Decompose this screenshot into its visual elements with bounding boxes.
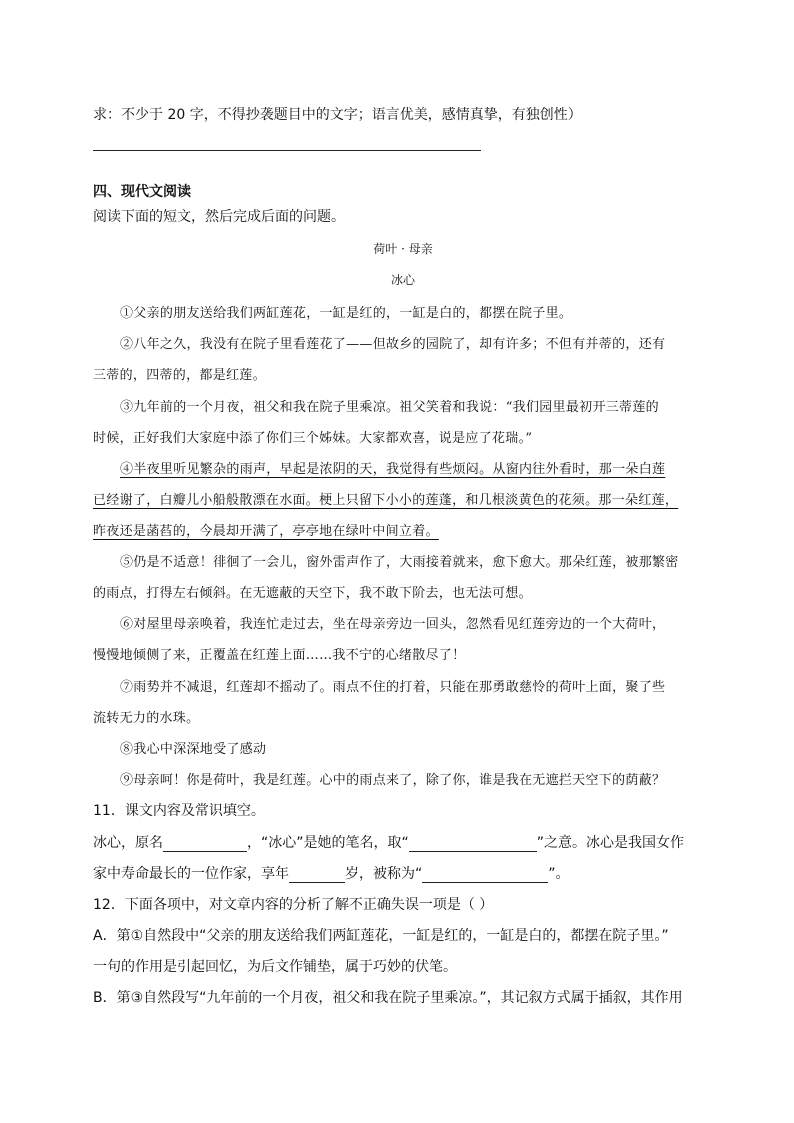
article-author: 冰心 <box>390 273 415 287</box>
article-line: 流转无力的水珠。 <box>93 711 200 726</box>
q12-option-a: A．第①自然段中“父亲的朋友送给我们两缸莲花，一缸是红的，一缸是白的，都摆在院子里。” <box>93 928 669 944</box>
answer-rule <box>93 150 481 151</box>
age-blank[interactable] <box>289 868 345 883</box>
q11-text: 岁，被称为“ <box>345 866 423 882</box>
q11-line1 <box>93 832 684 852</box>
article-line: ①父亲的朋友送给我们两缸莲花，一缸是红的，一缸是白的，都摆在院子里。 <box>120 306 573 321</box>
article-line: ⑥对屋里母亲唤着，我连忙走过去，坐在母亲旁边一回头，忽然看见红莲旁边的一个大荷叶， <box>120 617 666 632</box>
q11-text: ”之意。冰心是我国女作 <box>536 835 685 851</box>
q12-option-b: B．第③自然段写“九年前的一个月夜，祖父和我在院子里乘凉。”，其记叙方式属于插叙，其作用 <box>93 990 683 1006</box>
article-title: 荷叶 · 母亲 <box>373 242 433 256</box>
article-line: 的雨点，打得左右倾斜。在无遮蔽的天空下，我不敢下阶去，也无法可想。 <box>93 586 532 601</box>
article-line-underlined: 昨夜还是菡萏的，今晨却开满了，亭亭地在绿叶中间立着。 <box>93 524 439 539</box>
article-line: ⑨母亲呵！你是荷叶，我是红莲。心中的雨点来了，除了你，谁是我在无遮拦天空下的荫蔽？ <box>120 773 666 788</box>
pen-name-meaning-blank[interactable] <box>409 837 537 852</box>
article-line: 三蒂的，四蒂的，都是红莲。 <box>93 368 266 383</box>
article-line-underlined: 已经谢了，白瓣儿小船般散漂在水面。梗上只留下小小的莲蓬，和几根淡黄色的花须。那一朵红莲， <box>93 493 679 508</box>
article-line: ③九年前的一个月夜，祖父和我在院子里乘凉。祖父笑着和我说：“我们园里最初开三蒂莲的 <box>120 400 659 415</box>
article-line: ⑧我心中深深地受了感动 <box>120 742 267 757</box>
article-line-underlined: ④半夜里听见繁杂的雨声，早起是浓阴的天，我觉得有些烦闷。从窗内往外看时，那一朵白莲 <box>120 462 666 477</box>
q11-text: ，“冰心”是她的笔名，取“ <box>247 835 409 851</box>
q11-text: 冰心，原名 <box>93 835 163 851</box>
article-line: ⑦雨势并不减退，红莲却不摇动了。雨点不住的打着，只能在那勇敢慈怜的荷叶上面，聚了些 <box>120 680 666 695</box>
article-line: ②八年之久，我没有在院子里看莲花了——但故乡的园院了，却有许多；不但有并蒂的，还有 <box>120 337 666 352</box>
q11-text: 家中寿命最长的一位作家，享年 <box>93 866 289 882</box>
writing-requirement: 求：不少于 20 字，不得抄袭题目中的文字；语言优美，感情真挚，有独创性） <box>93 107 582 123</box>
article-line: 慢慢地倾侧了来，正覆盖在红莲上面……我不宁的心绪散尽了！ <box>93 648 466 663</box>
article-line: ⑤仍是不适意！徘徊了一会儿，窗外雷声作了，大雨接着就来，愈下愈大。那朵红莲，被那繁密 <box>120 555 679 570</box>
section-instruction: 阅读下面的短文，然后完成后面的问题。 <box>93 209 345 225</box>
q12-option-a-cont: 一句的作用是引起回忆，为后文作铺垫，属于巧妙的伏笔。 <box>93 959 457 975</box>
article-line: 时候，正好我们大家庭中添了你们三个姊妹。大家都欢喜，说是应了花瑞。” <box>93 431 533 446</box>
q12-heading: 12．下面各项中，对文章内容的分析了解不正确失误一项是（ ） <box>93 897 494 913</box>
section-title: 四、现代文阅读 <box>93 184 191 200</box>
q11-text: ”。 <box>548 866 570 882</box>
original-name-blank[interactable] <box>163 837 247 852</box>
q11-line2 <box>93 863 570 883</box>
q11-heading: 11．课文内容及常识填空。 <box>93 803 265 819</box>
title-blank[interactable] <box>422 868 548 883</box>
